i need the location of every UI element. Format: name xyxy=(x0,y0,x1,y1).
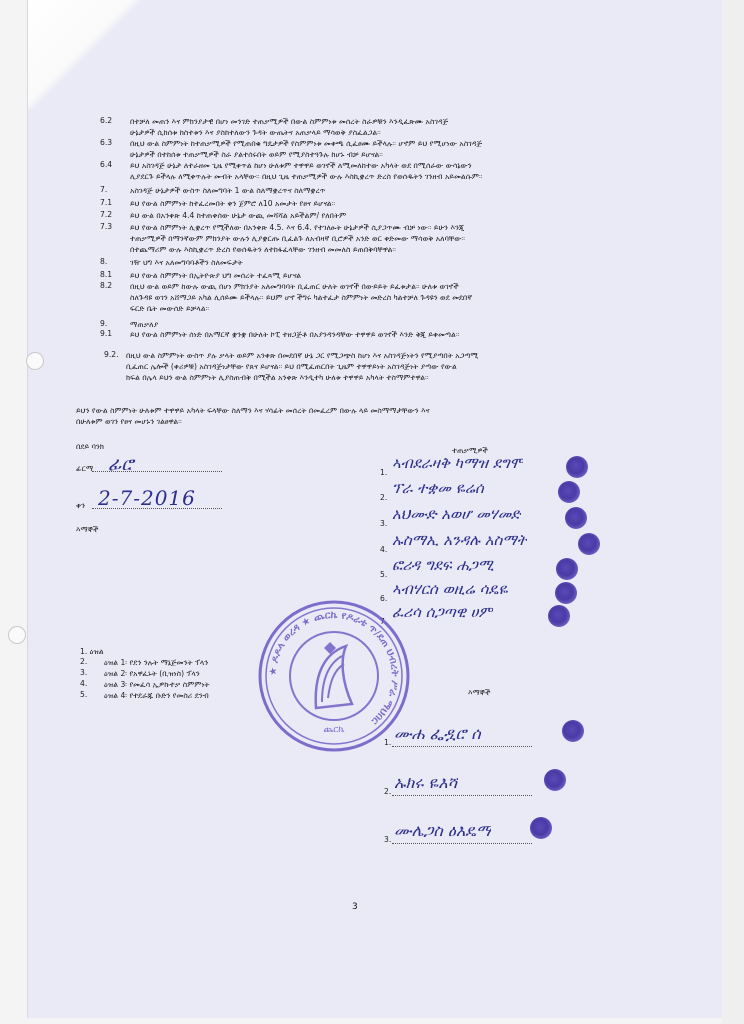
beneficiary-number: 6. xyxy=(380,594,388,603)
witness-signature: ሙሌጋስ ዕእዴማ xyxy=(394,821,492,840)
clause-number: 7.1 xyxy=(100,198,113,207)
attachment-number: 4. xyxy=(80,679,88,688)
beneficiary-signature: ኣብደራዛቅ ካማዝ ደግሞ xyxy=(392,454,524,472)
sign-line xyxy=(92,471,222,472)
stamp-ring-text: ★ ዶዶላ ወረዳ ★ ጨርኬ የዶራቴ ጥ/ደጠ ህብረት ሥራ ማህበር xyxy=(267,609,401,727)
date-label: ቀን xyxy=(76,501,86,510)
beneficiary-signature: ኡስማኢ አንዳሉ አስማት xyxy=(392,531,527,549)
witness-signature: ኡክሩ ዬእሻ xyxy=(394,773,458,792)
clause-text-line: ገዥ ህግ እና አለመግባባቶችን ስለመፍታት xyxy=(130,258,243,267)
attachment-number: 5. xyxy=(80,690,88,699)
closing-text-line: ይህን የውል ስምምነት ሁለቱም ተዋዋይ አካላት ፍላቸው ስለማን እና ሃሳፊት መሰረት በመፈረም በውሉ ላይ መስማማታቸውን እና xyxy=(76,406,430,415)
closing-text-line: በሁለቱም ወገን የፀና መሆኑን ገልፀዋል። xyxy=(76,417,182,426)
beneficiary-number: 4. xyxy=(380,545,388,554)
beneficiary-signature: ፕራ ተቋመ ዬሬሰ xyxy=(392,479,484,497)
clause-text-line: ክፍል በሌላ ይህን ውል ስምምነት ሊያስጠብቅ በሚችል አንቀጽ እንዲተካ ሁለቱ ተዋዋይ አካላት ተስማምተዋል። xyxy=(126,373,429,382)
clause-number: 8.1 xyxy=(100,270,113,279)
thumbprint-icon xyxy=(544,769,566,791)
page-edge xyxy=(722,0,744,1024)
witness-number: 1. xyxy=(384,738,392,747)
clause-text-line: ስለጉዳዩ ወገን አሸማጋይ አካል ሊሰይሙ ይችላሉ። ይህም ሆኖ ችግሩ ካልተፈታ ስምምነት መድረስ ካልተቻለ ጉዳዩን ወደ መደበኛ xyxy=(130,293,473,302)
punch-hole-top xyxy=(26,352,44,370)
sign-label: ፊርማ xyxy=(76,464,94,473)
clause-text-line: በተጨማሪም ውሉ እስኪቋረጥ ድረስ የወሰዱትን ለተከፋፈላቸው ገንዘብ መመለስ ይጠበቅባቸዋል። xyxy=(130,245,396,254)
clause-text-line: ይህ የውል ስምምነት ሊቋረጥ የሚችለው በአንቀጽ 4.5. እና 6.4. የተገለፁት ሁኔታዎች ሲያጋጥሙ ብቻ ነው። ይሁን እንጂ xyxy=(130,223,465,232)
clause-number: 6.3 xyxy=(100,138,113,147)
clause-text-line: ተጠቃሚዎች በማንኛውም ምክንያት ውሉን ሊያቋርጡ ቢፈልጉ ለአብዛኛ ቢሮዎች አንድ ወር ቀድመው ማሳወቅ አለባቸው። xyxy=(130,234,466,243)
clause-text-line: ቢፈጠር ሌሎች (ቀሪዎቹ) አስገዳጅነታቸው የጸና ይሆናል። ይህ በሚፈጠርበት ጊዜም ተዋዋይነት አስገዳጅነት ያጣው የውል xyxy=(126,362,457,371)
thumbprint-icon xyxy=(556,558,578,580)
beneficiary-signature: ፈሪሳ ሰጋጣዊ ሀም xyxy=(392,603,493,621)
thumbprint-icon xyxy=(548,605,570,627)
clause-text-line: ሁኔታዎች ሲከሰቱ ከስተቱን እና ያስከተለውን ጉዳት ውጤትና አጠቃላይ ማሳወቅ ያስፈልጋል። xyxy=(130,128,381,137)
witness-number: 3. xyxy=(384,835,392,844)
clause-text-line: በዚህ ውል ወይም ከውሉ ውጪ በሆነ ምክንያት አለመግባባት ቢፈጠር ሁለት ወገኖች በውይይት ይፈቱታል። ሁለቱ ወገኖች xyxy=(130,282,459,291)
attachment-number: 3. xyxy=(80,668,88,677)
thumbprint-icon xyxy=(530,817,552,839)
punch-hole-bottom xyxy=(8,626,26,644)
clause-text-line: ይህ አስገዳጅ ሁኔታ ለተራዘመ ጊዜ የሚቀጥል ከሆነ ሁለቱም ተዋዋይ ወገኖች ለሚመለከተው አካላት ወደ በሚሰራው ውሳኔውን xyxy=(130,161,472,170)
witness-label-left: እማኞች xyxy=(76,525,99,534)
attachment-item: ዕዝል 3፡ የመፈሳ ኢዎኩተቃ ስምምነት xyxy=(104,680,210,689)
clause-number: 6.2 xyxy=(100,116,113,125)
clause-text-line: ይህ የውል ስምምነት ከተፈረመበት ቀን ጀምሮ ለ10 አመታት የፀና ይሆናል። xyxy=(130,199,336,208)
clause-number: 9. xyxy=(100,319,108,328)
witnesses-label: እማኞች xyxy=(468,688,491,697)
attachment-item: ዕዝል 4፡ የተደራጁ ቡድን የመስሪ ደንብ xyxy=(104,691,209,700)
clause-text-line: ይህ የውል ስምምነት ሰነድ በአማርኛ ቋንቋ በሁለት ኮፒ ተዘጋጅቶ በአያንዳንዳቸው ተዋዋይ ወገኖች እንድ ቅጂ ይቀመጣል። xyxy=(130,330,460,339)
beneficiary-number: 2. xyxy=(380,493,388,502)
witness-sign-line xyxy=(392,795,532,796)
clause-number: 7.2 xyxy=(100,210,113,219)
attachments-title: 1. ዕዝል xyxy=(80,647,104,656)
clause-text-line: ፍርድ ቤት መውሰድ ይቻላል። xyxy=(130,304,210,313)
clause-number: 8. xyxy=(100,257,108,266)
svg-text:★ ዶዶላ ወረዳ ★ ጨርኬ የዶራቴ ጥ/ደጠ ህብረት xyxy=(268,610,400,727)
clause-number: 9.1 xyxy=(100,329,113,338)
attachment-item: ዕዝል 2፡ የአዋፈኑት (ቢዝነስ) ፕላን xyxy=(104,669,200,678)
clause-text-line: ሁኔታዎች በተከሰቱ ተጠቃሚዎች ስራ ያልተሰሩበት ወይም የሚያስተጓጉሉ ከሆኑ ብቻ ይሆናል። xyxy=(130,150,383,159)
witness-number: 2. xyxy=(384,787,392,796)
thumbprint-icon xyxy=(566,456,588,478)
thumbprint-icon xyxy=(558,481,580,503)
clause-text-line: በዚህ ውል ስምምነት ከተጠቃሚዎች የሚጠበቁ ግዴታዎች የስምምነቱ መቀጫ ሲፈፀሙ ይችላሉ። ሆኖም ይህ የሚሆነው አስገዳጅ xyxy=(130,139,483,148)
clause-number: 7.3 xyxy=(100,222,113,231)
attachment-number: 2. xyxy=(80,657,88,666)
date-line xyxy=(92,508,222,509)
beneficiaries-label: ተጠቃሚዎች xyxy=(452,446,488,455)
thumbprint-icon xyxy=(555,582,577,604)
clause-number: 9.2. xyxy=(104,350,119,359)
clause-number: 6.4 xyxy=(100,160,113,169)
organization-stamp xyxy=(256,598,412,754)
clause-text-line: በተቻለ መጠን እና ምክንያታዊ በሆነ መንገድ ተጠቃሚዎች በውል ስምምነቱ መሰረት ስራዎቹን እንዲፈጽሙ አስገዳጅ xyxy=(130,117,449,126)
witness-sign-line xyxy=(392,746,532,747)
beneficiary-number: 1. xyxy=(380,468,388,477)
clause-text-line: ሊያደርጉ ይችላሉ ለሚቀጥሉት መብት አላቸው። በዚህ ጊዜ ተጠቃሚዎች ውሉ እስኪቋረጥ ድረስ የወሰዱትን ገንዘብ አይመልሱም። xyxy=(130,172,483,181)
org-label: በደይ ባንክ xyxy=(76,442,105,451)
signature-scribble: ፊሮ xyxy=(108,454,134,475)
clause-text-line: ማጠቃለያ xyxy=(130,320,159,329)
thumbprint-icon xyxy=(578,533,600,555)
page-number: 3 xyxy=(352,902,358,912)
stamp-emblem-icon xyxy=(316,642,352,708)
attachment-item: ዕዝል 1፡ የደን ንሉት ማኔጅመንት ፕላን xyxy=(104,658,209,667)
date-value: 2-7-2016 xyxy=(98,486,196,510)
clause-number: 8.2 xyxy=(100,281,113,290)
page-fold-corner xyxy=(28,0,148,110)
beneficiary-signature: ፎሪዳ ግደፍ ሐጋሚ xyxy=(392,556,494,574)
witness-signature: ሙሐ ፌዷሮ ሰ xyxy=(394,724,481,743)
witness-sign-line xyxy=(392,843,532,844)
thumbprint-icon xyxy=(562,720,584,742)
clause-text-line: ይህ ውል በአንቀጽ 4.4 ከተጠቀሰው ሁኔታ ውጪ መሻሻል አይችልም/ የለበትም xyxy=(130,211,347,220)
clause-text-line: አስገዳጅ ሁኔታዎች ውስጥ ስለመግባት 1 ውል ስለማቋረጥና ስለማቋረጥ xyxy=(130,186,326,195)
beneficiary-number: 5. xyxy=(380,570,388,579)
stamp-center-text: ጨርኬ xyxy=(323,725,345,735)
clause-number: 7. xyxy=(100,185,108,194)
beneficiary-number: 3. xyxy=(380,519,388,528)
thumbprint-icon xyxy=(565,507,587,529)
beneficiary-signature: አህሙድ አወሆ መሃመድ xyxy=(392,505,522,523)
clause-text-line: በዚህ ውል ስምምነት ውስጥ ያሉ ቃላት ወይም አንቀጽ በመደበኛ ሁኔ ጋር የሚጋጭስ ከሆነ እና አስገዳጅነትን የሚያጣበት አጋጣሚ xyxy=(126,351,479,360)
clause-text-line: ይህ የውል ስምምነት በኢትዮጵያ ህግ መሰረት ተፈጻሚ ይሆናል xyxy=(130,271,302,280)
beneficiary-signature: ኣብሃርሰ ወዚሬ ሳዴዬ xyxy=(392,580,508,598)
beneficiary-number: 7. xyxy=(380,617,388,626)
